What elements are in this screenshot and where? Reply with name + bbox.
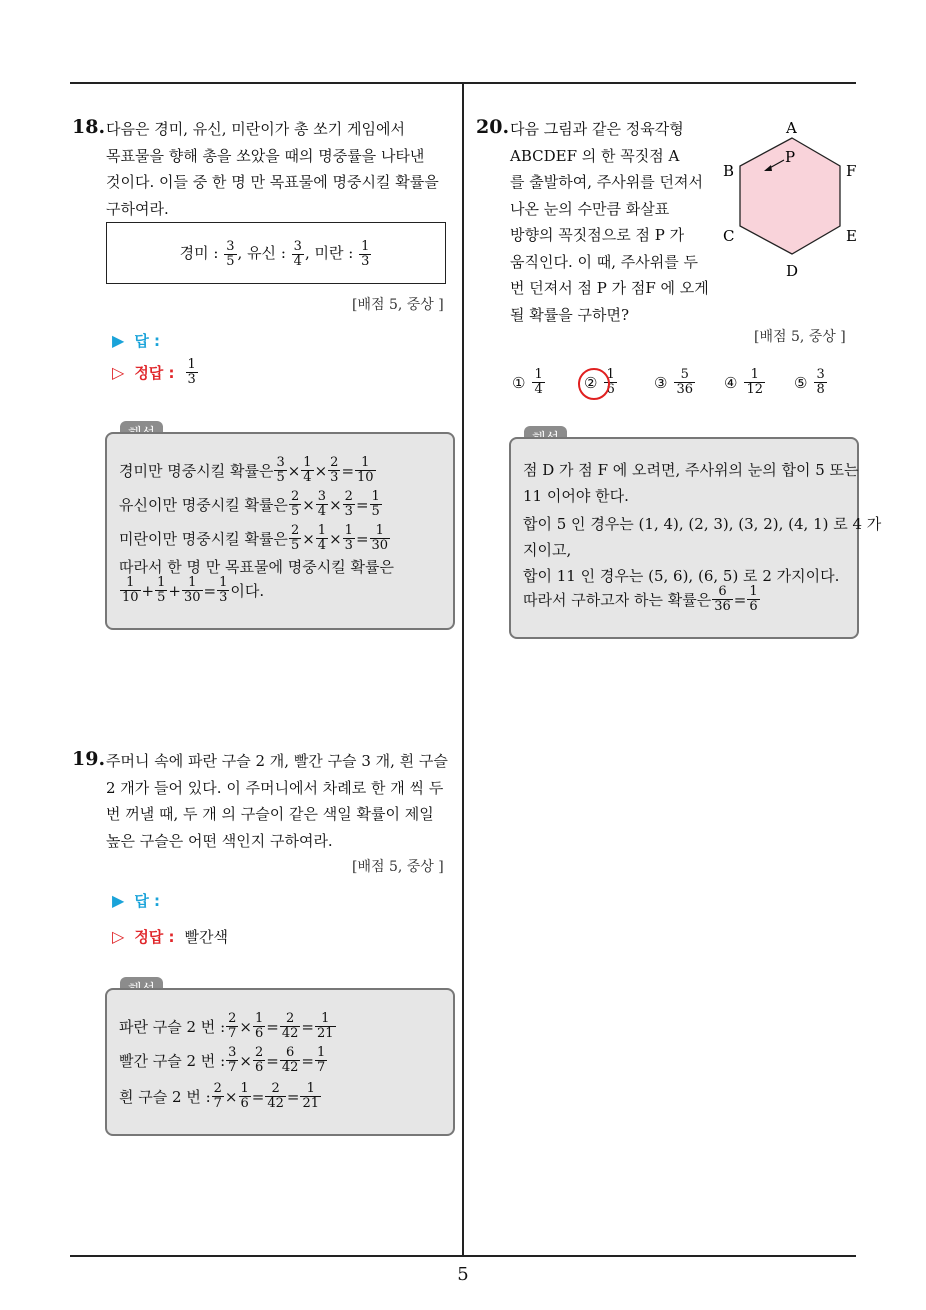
solution-line: 11 이어야 한다. [523,487,629,505]
bottom-rule [70,1255,856,1257]
solution-panel [105,432,455,630]
correct-label: 정답 : [134,364,175,382]
solution-line: 지이고, [523,541,572,559]
point-label-p: P [785,148,796,166]
correct-value: 빨간색 [184,928,228,946]
selected-mark [584,374,597,392]
choice-3[interactable] [654,368,696,397]
question-number: 18. [72,116,106,138]
text-line: 다음 그림과 같은 정육각형 [510,120,684,138]
solution-line: 미란이만 명중시킬 확률은 $\frac{2}{5}$ × $\frac{1}{4}$ × $\frac{1}{3}$ = $\frac{1}{30}$ [119,523,389,553]
choice-mark: ② [584,373,598,392]
solution-line: 유신이만 명중시킬 확률은 $\frac{2}{5}$ × $\frac{3}{4}$ × $\frac{2}{3}$ = $\frac{1}{5}$ [119,489,380,519]
choice-4[interactable] [724,368,766,397]
selected-circle-icon [578,368,610,400]
choice-mark: ⑤ [794,373,808,392]
text-line: 번 꺼낼 때, 두 개 의 구슬이 같은 색일 확률이 제일 [106,805,434,823]
fraction: $\frac{1}{3}$ [361,238,370,269]
text-line: 주머니 속에 파란 구슬 2 개, 빨간 구슬 3 개, 흰 구슬 [106,752,448,770]
label: , 유신 : [237,244,286,262]
choice-fraction: $\frac{1}{12}$ [746,367,763,397]
question-text [106,748,456,854]
text-line: 움직인다. 이 때, 주사위를 두 [510,252,698,271]
solution-line: 합이 5 인 경우는 (1, 4), (2, 3), (3, 2), (4, 1) 로 4 가 [523,515,882,533]
solution-line: 따라서 구하고자 하는 확률은 $\frac{6}{36}$ = $\frac{1}{6}$ [523,584,758,614]
solution-line: 합이 11 인 경우는 (5, 6), (6, 5) 로 2 가지이다. [523,567,840,585]
answer-label: 답 : [134,892,161,910]
text-line: 를 출발하여, 주사위를 던져서 [510,173,703,191]
fraction: $\frac{3}{4}$ [293,238,302,269]
hexagon-diagram [718,118,868,288]
correct-fraction: $\frac{1}{3}$ [187,357,196,387]
text-line: 번 던져서 점 P 가 점F 에 오게 [510,279,709,297]
choice-2[interactable] [584,368,618,397]
choice-1[interactable] [512,368,546,397]
question-number: 19. [72,748,106,770]
choice-fraction: $\frac{3}{8}$ [816,367,825,397]
answer-row [112,330,160,351]
text-line: 다음은 경미, 유신, 미란이가 총 쏘기 게임에서 [106,120,405,138]
solution-line: $\frac{1}{10}$ + $\frac{1}{5}$ + $\frac{1}{30}$ = $\frac{1}{3}$ 이다. [122,575,265,605]
text-line: 목표물을 향해 총을 쏘았을 때의 명중률을 나타낸 [106,146,425,165]
question-number: 20. [476,116,510,138]
play-icon: ▶ [112,331,125,350]
play-icon: ▶ [112,891,125,910]
label: 경미 : [179,244,219,262]
triangle-outline-icon: ▷ [112,363,125,382]
solution-line: 흰 구슬 2 번 : $\frac{2}{7}$ × $\frac{1}{6}$ = $\frac{2}{42}$ = $\frac{1}{21}$ [119,1081,320,1111]
choice-5[interactable] [794,368,828,397]
choice-mark: ④ [724,373,738,392]
vertex-label-d: D [786,262,799,280]
text-line: ABCDEF 의 한 꼭짓점 A [510,146,680,165]
page-number: 5 [457,1264,469,1285]
triangle-outline-icon: ▷ [112,927,125,946]
correct-label: 정답 : [134,928,175,946]
text-line: 나온 눈의 수만큼 화살표 [510,199,670,218]
choice-fraction: $\frac{5}{36}$ [676,367,693,397]
score-label: [배점 5, 중상 ] [352,297,444,313]
score-label: [배점 5, 중상 ] [754,329,846,345]
text-line: 것이다. 이들 중 한 명 만 목표물에 명중시킬 확률을 [106,173,439,191]
question-text [510,116,720,328]
solution-line: 점 D 가 점 F 에 오려면, 주사위의 눈의 합이 5 또는 [523,461,859,479]
solution-line: 경미만 명중시킬 확률은 $\frac{3}{5}$ × $\frac{1}{4}$ × $\frac{2}{3}$ = $\frac{1}{10}$ [119,455,374,485]
column-divider [462,84,464,1256]
correct-answer-row [112,926,228,947]
answer-label: 답 : [134,332,161,350]
solution-line: 파란 구슬 2 번 : $\frac{2}{7}$ × $\frac{1}{6}$ = $\frac{2}{42}$ = $\frac{1}{21}$ [119,1011,334,1041]
vertex-label-e: E [846,227,857,245]
choice-fraction: $\frac{1}{4}$ [534,367,543,397]
text-line: 될 확률을 구하면? [510,305,630,324]
correct-answer-row [112,358,199,387]
text-line: 방향의 꼭짓점으로 점 P 가 [510,226,685,244]
solution-panel [509,437,882,639]
vertex-label-b: B [723,162,735,180]
vertex-label-a: A [786,119,797,137]
text-line: 구하여라. [106,199,169,218]
fraction: $\frac{3}{5}$ [226,238,235,269]
vertex-label-f: F [846,162,857,180]
choice-mark: ③ [654,373,668,392]
solution-line: 빨간 구슬 2 번 : $\frac{3}{7}$ × $\frac{2}{6}$ = $\frac{6}{42}$ = $\frac{1}{7}$ [119,1045,326,1075]
solution-panel [105,988,455,1136]
vertex-label-c: C [723,227,735,245]
text-line: 높은 구슬은 어떤 색인지 구하여라. [106,831,333,850]
question-text [106,116,456,222]
answer-row [112,890,160,911]
choice-fraction: $\frac{1}{6}$ [606,367,615,397]
label: , 미란 : [304,244,354,262]
text-line: 2 개가 들어 있다. 이 주머니에서 차례로 한 개 씩 두 [106,778,444,797]
score-label: [배점 5, 중상 ] [352,859,444,875]
solution-line: 따라서 한 명 만 목표물에 명중시킬 확률은 [119,558,394,576]
given-rates-box [106,222,446,284]
choice-mark: ① [512,373,526,392]
